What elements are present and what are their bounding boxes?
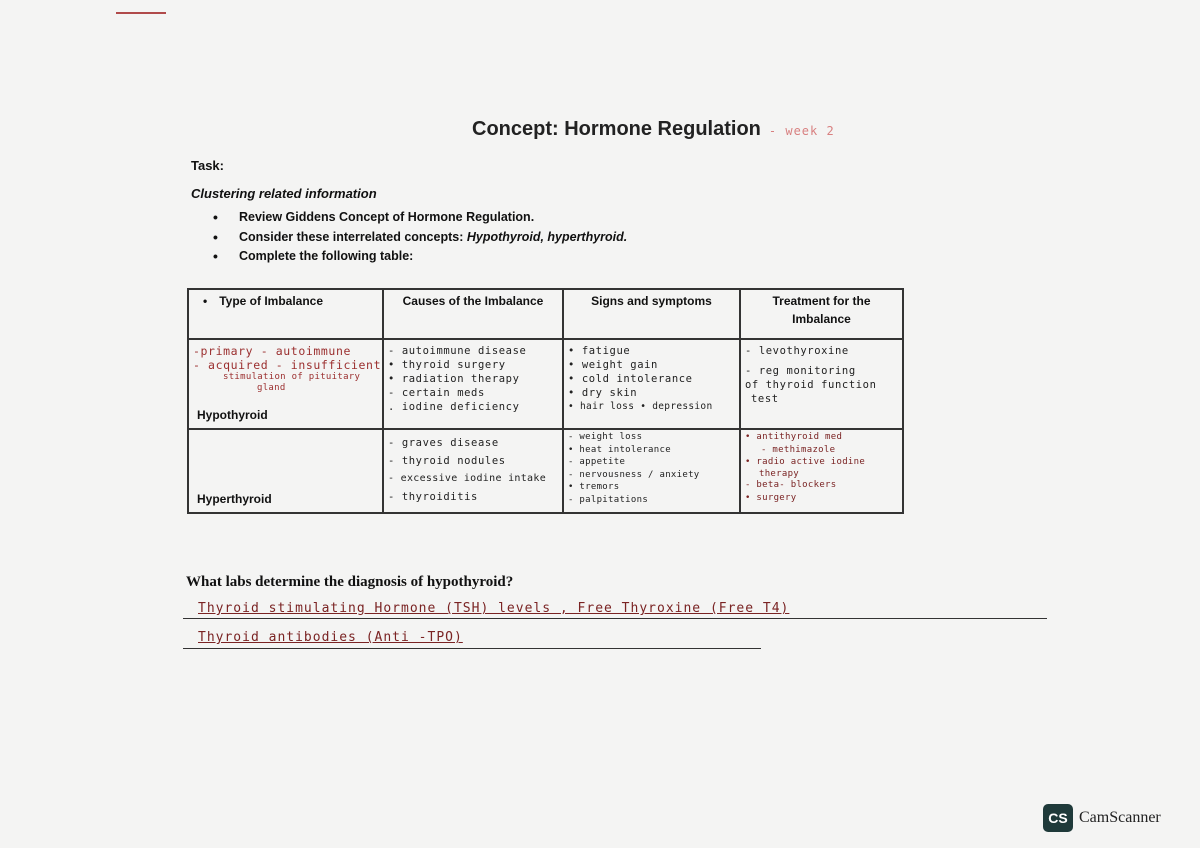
- handwritten-entry: - thyroiditis: [388, 491, 478, 503]
- handwritten-entry: • fatigue: [568, 345, 631, 357]
- instruction-emphasis: Hypothyroid, hyperthyroid.: [466, 229, 628, 244]
- instruction-text: Consider these interrelated concepts:: [239, 229, 467, 244]
- camscanner-wordmark: CamScanner: [1079, 809, 1161, 826]
- handwritten-note: stimulation of pituitary: [223, 372, 361, 382]
- handwritten-entry: - graves disease: [388, 437, 499, 449]
- hypo-type-cell: [188, 339, 383, 429]
- handwritten-entry: • antithyroid med: [745, 432, 843, 442]
- table-header-row: [188, 289, 903, 339]
- title-text: Concept: Hormone Regulation: [472, 118, 761, 140]
- answer-line: [183, 618, 1047, 619]
- handwritten-note: gland: [257, 383, 286, 393]
- handwritten-entry: - palpitations: [568, 494, 649, 505]
- handwritten-entry: - methimazole: [761, 444, 836, 455]
- handwritten-entry: • surgery: [745, 492, 797, 503]
- subtitle: Clustering related information: [191, 186, 377, 201]
- hyper-causes-cell: [383, 429, 563, 513]
- hyper-treatment-cell: [740, 429, 903, 513]
- handwritten-entry: - appetite: [568, 457, 626, 467]
- scan-mark: [116, 12, 166, 14]
- row-label: Hypothyroid: [197, 408, 268, 422]
- handwritten-entry: - weight loss: [568, 432, 643, 442]
- bullet-icon: •: [203, 294, 208, 308]
- row-label: Hyperthyroid: [197, 492, 272, 506]
- instruction-text: Review Giddens Concept of Hormone Regulation.: [239, 210, 535, 224]
- handwritten-entry: test: [751, 393, 779, 405]
- week-annotation: - week 2: [768, 124, 835, 138]
- handwritten-entry: - beta- blockers: [745, 479, 837, 490]
- hypo-causes-cell: [383, 339, 563, 429]
- instruction-list: [210, 208, 627, 267]
- handwritten-note: -primary - autoimmune: [193, 344, 351, 358]
- handwritten-entry: - thyroid nodules: [388, 455, 506, 467]
- handwritten-entry: - excessive iodine intake: [388, 473, 547, 484]
- handwritten-entry: • thyroid surgery: [388, 359, 506, 371]
- handwritten-entry: - autoimmune disease: [388, 345, 527, 357]
- handwritten-entry: • radiation therapy: [388, 373, 520, 385]
- task-label: Task:: [191, 158, 224, 173]
- handwritten-entry: - certain meds: [388, 387, 485, 399]
- camscanner-logo: [1043, 804, 1161, 832]
- labs-question: What labs determine the diagnosis of hypothyroid?: [186, 574, 514, 590]
- handwritten-entry: • heat intolerance: [568, 444, 671, 455]
- instruction-item: [210, 247, 627, 267]
- hyper-type-cell: [188, 429, 383, 513]
- handwritten-entry: • radio active iodine: [745, 457, 866, 467]
- handwritten-entry: • hair loss • depression: [568, 401, 713, 412]
- table-row: [188, 339, 903, 429]
- header-treatment: Treatment for the Imbalance: [740, 289, 903, 339]
- labs-answer-line-1: Thyroid stimulating Hormone (TSH) levels , Free Thyroxine (Free T4): [198, 601, 790, 616]
- header-signs: Signs and symptoms: [563, 289, 740, 339]
- labs-answer-line-2: Thyroid antibodies (Anti -TPO): [198, 630, 463, 645]
- handwritten-entry: • tremors: [568, 482, 620, 492]
- handwritten-entry: of thyroid function: [745, 379, 877, 391]
- header-type: [188, 289, 383, 339]
- handwritten-entry: - levothyroxine: [745, 345, 849, 357]
- handwritten-entry: . iodine deficiency: [388, 401, 520, 413]
- page-title: [472, 118, 835, 141]
- handwritten-entry: therapy: [759, 468, 800, 479]
- handwritten-entry: • weight gain: [568, 359, 658, 371]
- header-type-label: Type of Imbalance: [219, 294, 324, 308]
- answer-line: [183, 648, 761, 649]
- handwritten-entry: - nervousness / anxiety: [568, 469, 700, 480]
- instruction-item: [210, 208, 627, 228]
- handwritten-note: - acquired - insufficient: [193, 358, 382, 372]
- table-row: [188, 429, 903, 513]
- instruction-item: [210, 228, 627, 248]
- hypo-treatment-cell: [740, 339, 903, 429]
- hyper-signs-cell: [563, 429, 740, 513]
- camscanner-icon: CS: [1043, 804, 1073, 832]
- hypo-signs-cell: [563, 339, 740, 429]
- handwritten-entry: • dry skin: [568, 387, 638, 399]
- handwritten-entry: • cold intolerance: [568, 373, 693, 385]
- imbalance-table: [187, 288, 904, 514]
- handwritten-entry: - reg monitoring: [745, 365, 856, 377]
- instruction-text: Complete the following table:: [239, 249, 414, 263]
- header-causes: Causes of the Imbalance: [383, 289, 563, 339]
